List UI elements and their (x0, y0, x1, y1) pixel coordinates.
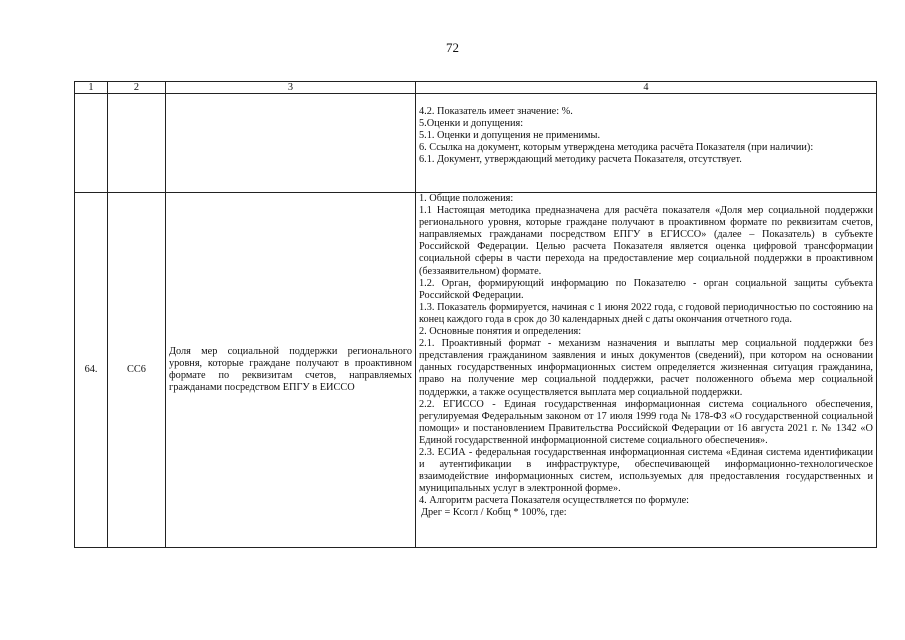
header-col-1: 1 (75, 82, 108, 94)
row1-name-cell (166, 94, 416, 193)
description-line: 2. Основные понятия и определения: (419, 326, 582, 338)
description-line: 4. Алгоритм расчета Показателя осуществляется по формуле: (419, 495, 690, 507)
description-line: 4.2. Показатель имеет значение: %. (419, 106, 573, 117)
indicator-table (74, 81, 877, 548)
description-line: 2.1. Проактивный формат - механизм назначения и выплаты мер социальной поддержки без представления гражданином заявления и иных документов (сведений), при котором на основании данных государственных информационных систем определяется жизненная ситуация гражданина, право на получение мер социальной поддержки, расчет положенного объема мер социальной поддержки, а также осуществляется выплата мер социальной поддержки. (419, 338, 873, 398)
description-line: 1. Общие положения: (419, 193, 514, 204)
description-line: 1.3. Показатель формируется, начиная с 1 июня 2022 года, с годовой периодичностью по состоянию на конец каждого года в срок до 30 календарных дней с даты окончания отчетного года. (419, 301, 873, 325)
description-line: 1.1 Настоящая методика предназначена для расчёта показателя «Доля мер социальной поддержки регионального уровня, которые граждане получают в проактивном формате по реквизитам счетов, направляемых гражданами посредством ЕПГУ в ЕГИССО» (далее – Показатель) в субъекте Российской Федерации. Целью расчета Показателя является оценка цифровой трансформации социальной сферы в части перехода на предоставление мер социальной поддержки в проактивном (беззаявительном) формате. (419, 205, 873, 277)
page-number: 72 (446, 40, 459, 55)
indicator-name: Доля мер социальной поддержки регионального уровня, которые граждане получают в проактивном формате по реквизитам счетов, направляемых гражданами посредством ЕПГУ в ЕИССО (166, 193, 416, 548)
header-col-3: 3 (166, 82, 416, 94)
header-col-4: 4 (416, 82, 877, 94)
description-line: 2.2. ЕГИССО - Единая государственная информационная система социального обеспечения, регулируемая Федеральным законом от 17 июля 1999 года № 178-ФЗ «О государственной социальной помощи» и постановлением Правительства Российской Федерации от 16 августа 2021 г. № 1342 «О Единой государственной информационной системе социального обеспечения». (419, 398, 873, 446)
row1-num-cell (75, 94, 108, 193)
formula-line: Дрег = Ксогл / Кобщ * 100%, где: (421, 507, 567, 519)
table-row (75, 94, 877, 193)
description-line: 1.2. Орган, формирующий информацию по Показателю - орган социальной защиты субъекта Российской Федерации. (419, 277, 873, 301)
row1-code-cell (108, 94, 166, 193)
row1-description-cell (416, 94, 877, 193)
header-col-2: 2 (108, 82, 166, 94)
description-line: 6. Ссылка на документ, которым утверждена методика расчёта Показателя (при наличии): (419, 142, 814, 154)
table-row (75, 193, 877, 548)
row2-description-cell (416, 193, 877, 548)
table-header-row (75, 82, 877, 94)
description-line: 2.3. ЕСИА - федеральная государственная информационная система «Единая система идентификации и аутентификации в инфраструктуре, обеспечивающей информационно-технологическое взаимодействие информационных систем, используемых для предоставления государственных и муниципальных услуг в электронной форме». (419, 446, 873, 495)
description-line: 6.1. Документ, утверждающий методику расчета Показателя, отсутствует. (419, 154, 742, 166)
indicator-code: СС6 (108, 193, 166, 548)
row-number: 64. (75, 193, 108, 548)
description-line: 5.Оценки и допущения: (419, 118, 524, 130)
description-line: 5.1. Оценки и допущения не применимы. (419, 130, 601, 142)
